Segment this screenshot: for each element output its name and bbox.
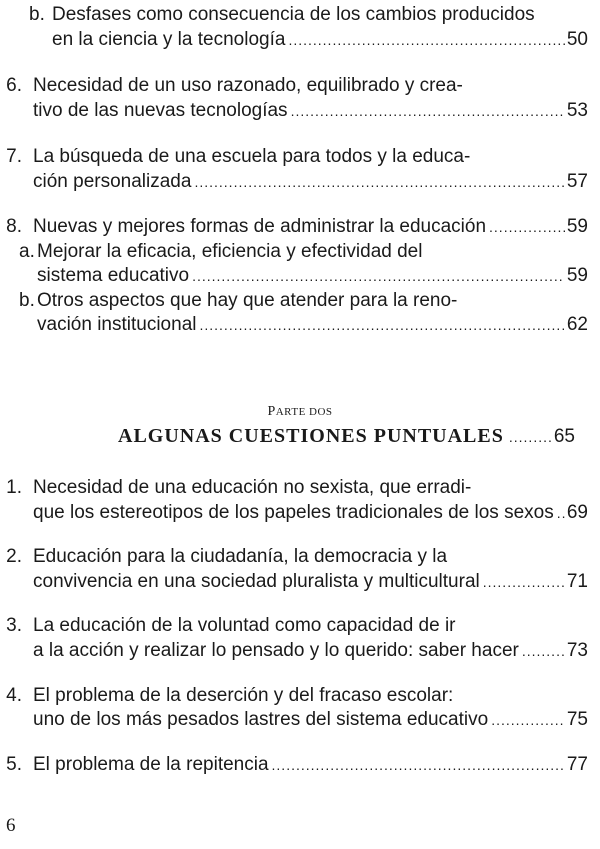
entry-number: 7. [6,146,22,167]
leader-row [33,170,588,194]
entry-text: ción personalizada [33,171,192,192]
page-number: 75 [566,709,588,730]
dot-leader [557,501,565,525]
entry-text: en la ciencia y la tecnología [52,29,286,50]
part-label-cap: P [267,404,276,419]
part-title: ALGUNAS CUESTIONES PUNTUALES [118,425,504,447]
entry-text: Desfases como consecuencia de los cambios producidos [52,4,535,25]
entry-text: Necesidad de una educación no sexista, que erradi- [33,477,472,498]
entry-number: 8. [6,216,22,237]
entry-number: 5. [6,754,22,775]
dot-leader [272,753,565,777]
leader-row [33,99,588,123]
part-label-rest: ARTE DOS [275,406,333,418]
page-number: 53 [566,100,588,121]
dot-leader [509,429,552,445]
entry-text: La educación de la voluntad como capacidad de ir [33,615,456,636]
entry-text: Necesidad de un uso razonado, equilibrado y crea- [33,75,463,96]
leader-row [33,570,588,594]
entry-text: uno de los más pesados lastres del sistema educativo [33,709,489,730]
entry-label: a. [19,241,35,262]
leader-row [33,215,588,239]
part-title-row [118,425,575,448]
entry-text: Educación para la ciudadanía, la democracia y la [33,546,448,567]
leader-row [37,264,588,288]
leader-row [52,28,588,52]
page-number: 73 [566,640,588,661]
entry-text: vación institucional [37,314,197,335]
entry-text: convivencia en una sociedad pluralista y multicultural [33,571,480,592]
entry-text: sistema educativo [37,265,190,286]
entry-number: 3. [6,615,22,636]
page-number: 69 [566,502,588,523]
entry-text: La búsqueda de una escuela para todos y la educa- [33,146,471,167]
page-number: 59 [566,265,588,286]
dot-leader [199,313,564,337]
page-folio: 6 [6,815,16,836]
dot-leader [483,570,565,594]
dot-leader [194,170,564,194]
leader-row [37,313,588,337]
entry-number: 6. [6,75,22,96]
dot-leader [288,28,564,52]
page-number: 65 [553,426,575,447]
entry-text: El problema de la deserción y del fracaso escolar: [33,685,454,706]
entry-number: 1. [6,477,22,498]
page-number: 50 [566,29,588,50]
leader-row [33,708,588,732]
leader-row [33,639,588,663]
dot-leader [192,264,565,288]
entry-label: b. [29,4,45,25]
page-number: 77 [566,754,588,775]
entry-number: 4. [6,685,22,706]
page-number: 62 [566,314,588,335]
entry-text: El problema de la repitencia [33,754,269,775]
page-number: 71 [566,571,588,592]
page-number: 59 [566,216,588,237]
part-label [0,404,600,420]
leader-row [33,501,588,525]
dot-leader [491,708,565,732]
entry-text: Mejorar la eficacia, eficiencia y efectividad del [37,241,423,262]
entry-text: Otros aspectos que hay que atender para la reno- [37,290,458,311]
dot-leader [522,639,565,663]
page-number: 57 [566,171,588,192]
dot-leader [489,215,565,239]
dot-leader [291,99,565,123]
entry-number: 2. [6,546,22,567]
entry-label: b. [19,290,35,311]
entry-text: que los estereotipos de los papeles tradicionales de los sexos [33,502,554,523]
entry-text: a la acción y realizar lo pensado y lo querido: saber hacer [33,640,519,661]
entry-text: tivo de las nuevas tecnologías [33,100,288,121]
entry-text: Nuevas y mejores formas de administrar la educación [33,216,487,237]
leader-row [33,753,588,777]
part-title-line [0,425,600,453]
